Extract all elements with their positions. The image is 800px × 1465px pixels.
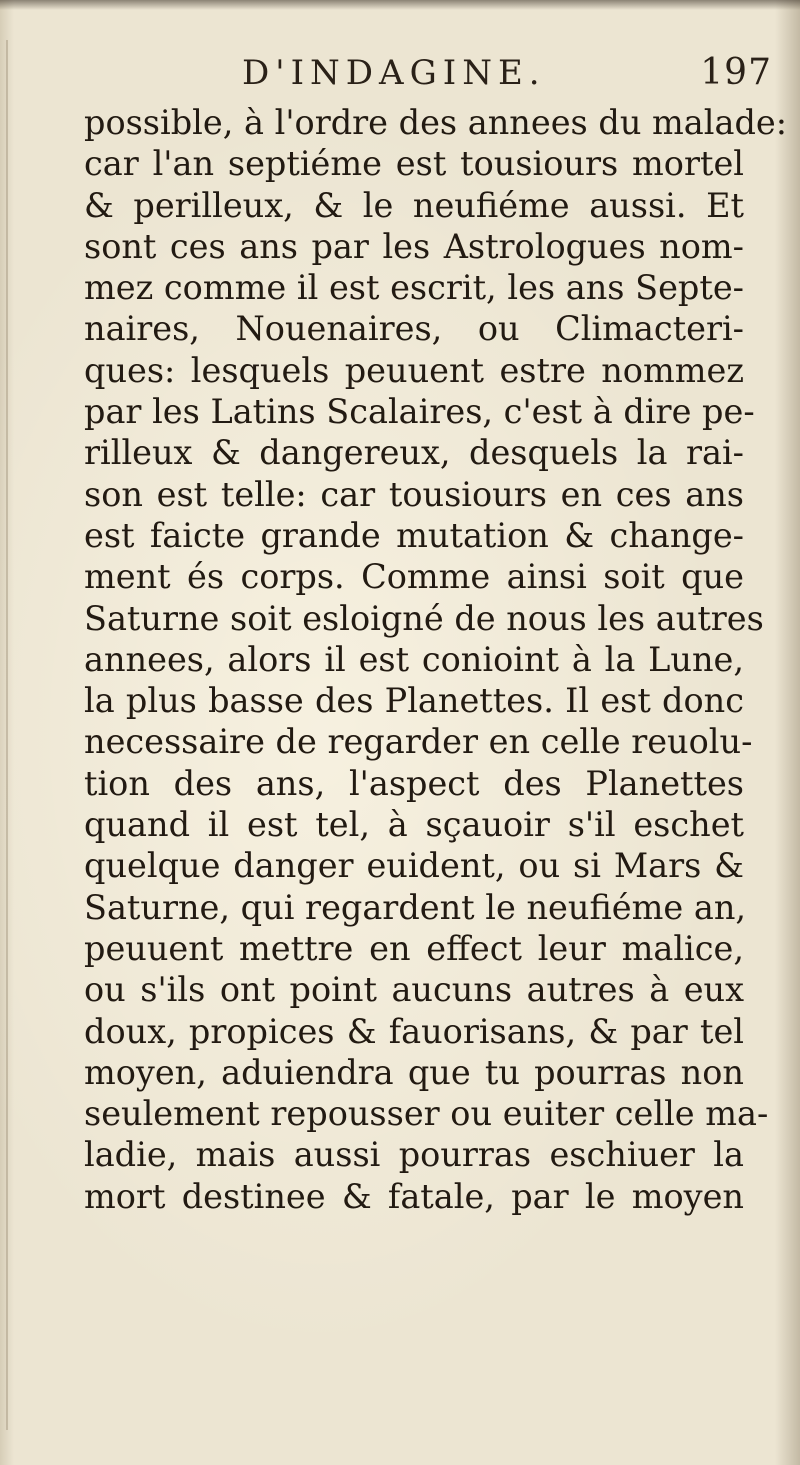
gutter-edge [6,40,8,1430]
page-header [242,50,772,100]
text-line: seulement repousser ou euiter celle ma- [84,1094,769,1134]
text-line: & perilleux, & le neufiéme aussi. Et [84,185,744,225]
text-line: necessaire de regarder en celle reuolu- [84,722,753,762]
text-line: est faicte grande mutation & change- [84,515,744,555]
text-line: quand il est tel, à sçauoir s'il eschet [84,805,744,845]
text-line: par les Latins Scalaires, c'est à dire pe- [84,392,755,432]
text-line: ques: lesquels peuuent estre nommez [84,350,744,390]
page-top-shadow [0,0,800,10]
text-line: la plus basse des Planettes. Il est donc [84,681,744,721]
text-line: Saturne, qui regardent le neufiéme an, [84,887,747,927]
page-number: 197 [700,52,772,93]
text-line: ou s'ils ont point aucuns autres à eux [84,970,744,1010]
text-line: tion des ans, l'aspect des Planettes [84,763,744,803]
text-line: doux, propices & fauorisans, & par tel [84,1011,744,1051]
text-line: ladie, mais aussi pourras eschiuer la [84,1135,744,1175]
text-line: mort destinee & fatale, par le moyen [84,1176,744,1216]
body-text [84,102,788,1217]
text-line: rilleux & dangereux, desquels la rai- [84,433,744,473]
text-line: moyen, aduiendra que tu pourras non [84,1052,744,1092]
text-line: sont ces ans par les Astrologues nom- [84,226,744,266]
text-line: annees, alors il est conioint à la Lune, [84,639,744,679]
text-line: possible, à l'ordre des annees du malade: [84,103,788,142]
text-line: peuuent mettre en effect leur malice, [84,928,744,968]
text-line: quelque danger euident, ou si Mars & [84,846,744,886]
text-line: naires, Nouenaires, ou Climacteri- [84,309,744,349]
running-head: D'INDAGINE. [242,53,546,93]
text-line: Saturne soit esloigné de nous les autres [84,598,764,638]
text-line: ment és corps. Comme ainsi soit que [84,557,744,597]
text-line: mez comme il est escrit, les ans Septe- [84,268,744,308]
text-line: car l'an septiéme est tousiours mortel [84,144,744,184]
text-line: son est telle: car tousiours en ces ans [84,474,744,514]
